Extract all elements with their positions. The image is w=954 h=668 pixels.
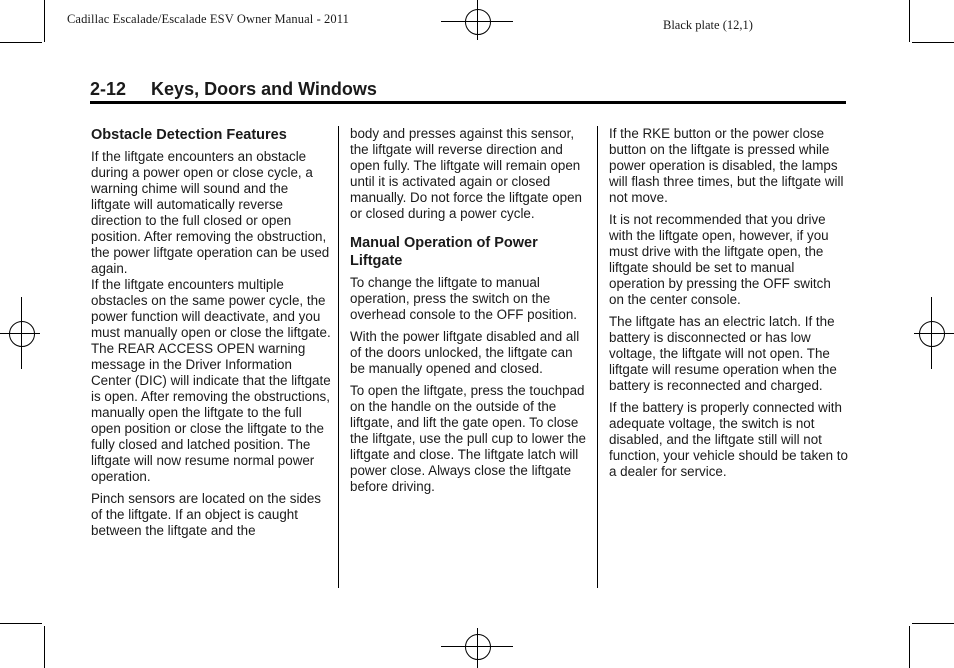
paragraph: If the liftgate encounters an obstacle during a power open or close cycle, a warning chime will sound and the liftgate will automatically reverse direction to the full closed or open position. After removing the obstruction, the power liftgate operation can be used again. xyxy=(91,149,330,276)
crop-mark xyxy=(44,0,45,42)
paragraph: To open the liftgate, press the touchpad on the handle on the outside of the liftgate, and lift the gate open. To close the liftgate, use the pull cup to lower the liftgate and close. The liftgate latch will power close. Always close the liftgate before driving. xyxy=(350,383,586,494)
manual-title: Cadillac Escalade/Escalade ESV Owner Manual - 2011 xyxy=(67,12,349,26)
column-3 xyxy=(609,126,849,486)
paragraph: body and presses against this sensor, the liftgate will reverse direction and open fully. The liftgate will remain open until it is activated again or closed manually. Do not force the liftgate open or closed during a power cycle. xyxy=(350,126,582,221)
page-number: 2-12 xyxy=(90,79,127,99)
title-rule xyxy=(90,101,846,104)
paragraph: With the power liftgate disabled and all of the doors unlocked, the liftgate can be manually opened and closed. xyxy=(350,329,580,376)
paragraph: The liftgate has an electric latch. If the battery is disconnected or has low voltage, the liftgate will not open. The liftgate will resume operation when the battery is reconnected and charged. xyxy=(609,314,837,393)
crop-mark xyxy=(909,626,910,668)
column-2 xyxy=(350,126,588,501)
paragraph: Pinch sensors are located on the sides of the liftgate. If an object is caught between the liftgate and the xyxy=(91,491,322,538)
paragraph: If the RKE button or the power close button on the liftgate is pressed while power operation is disabled, the lamps will flash three times, but the liftgate will not move. xyxy=(609,126,844,205)
crop-mark xyxy=(0,623,42,624)
crop-mark xyxy=(912,623,954,624)
column-divider xyxy=(597,126,598,588)
plate-label: Black plate (12,1) xyxy=(663,18,753,32)
paragraph: To change the liftgate to manual operation, press the switch on the overhead console to the OFF position. xyxy=(350,275,578,322)
column-divider xyxy=(338,126,339,588)
crop-mark xyxy=(912,42,954,43)
crop-mark xyxy=(0,42,42,43)
section-title: Keys, Doors and Windows xyxy=(151,79,377,99)
column-1 xyxy=(91,126,331,545)
paragraph: It is not recommended that you drive with the liftgate open, however, if you must drive with the liftgate open, the liftgate should be set to manual operation by pressing the OFF switch on the center console. xyxy=(609,212,831,307)
heading-obstacle-detection: Obstacle Detection Features xyxy=(91,127,287,143)
crop-mark xyxy=(44,626,45,668)
paragraph: If the battery is properly connected with adequate voltage, the switch is not disabled, and the liftgate still will not function, your vehicle should be taken to a dealer for service. xyxy=(609,400,848,479)
heading-manual-operation: Manual Operation of Power Liftgate xyxy=(350,235,538,269)
section-heading xyxy=(90,79,377,100)
paragraph: If the liftgate encounters multiple obstacles on the same power cycle, the power function will deactivate, and you must manually open or close the liftgate. The REAR ACCESS OPEN warning message in the Driver Information Center (DIC) will indicate that the liftgate is open. After removing the obstructions, manually open the liftgate to the full open position or close the liftgate to the fully closed and latched position. The liftgate will now resume normal power operation. xyxy=(91,277,331,484)
crop-mark xyxy=(909,0,910,42)
